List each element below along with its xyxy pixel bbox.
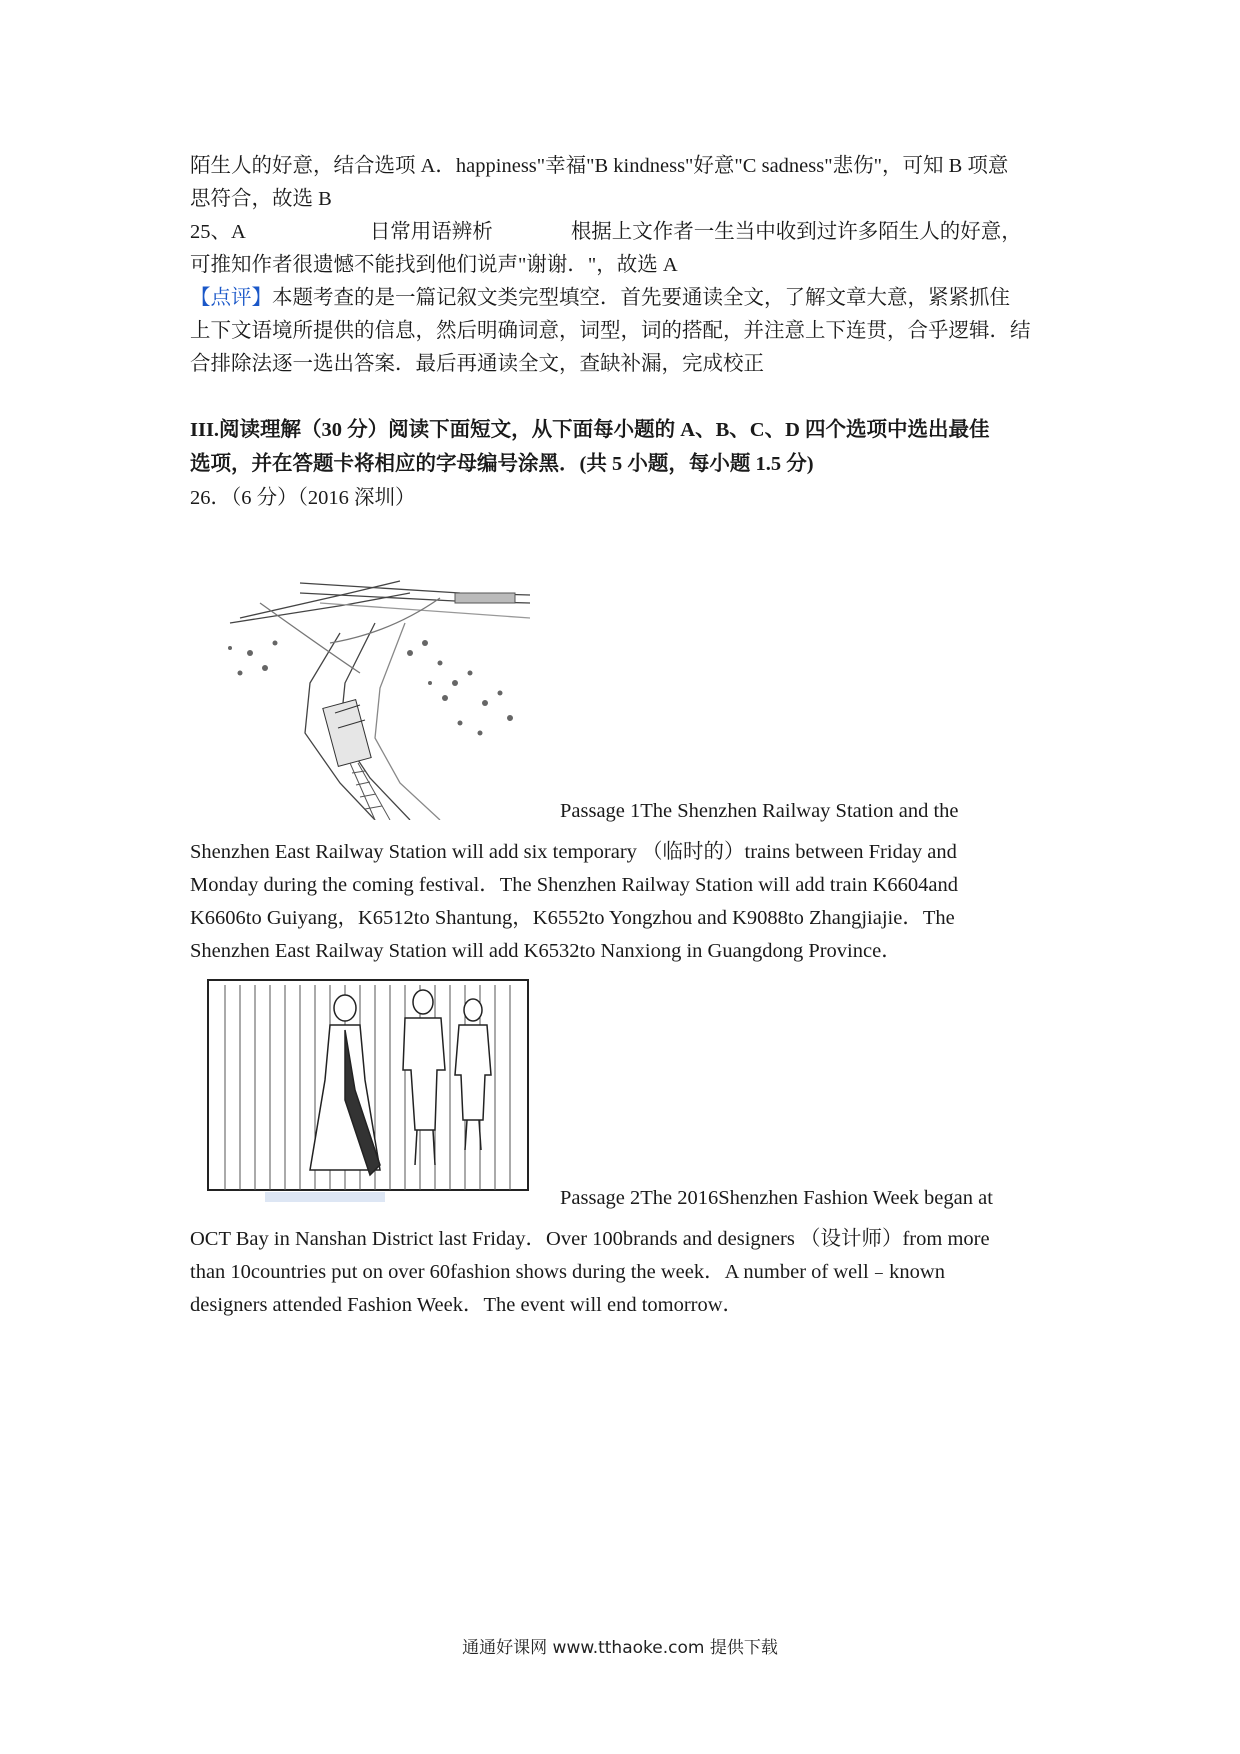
- comment-text1: 本题考查的是一篇记叙文类完型填空．首先要通读全文，了解文章大意，紧紧抓住: [272, 287, 1010, 309]
- q25-explanation: [190, 216, 1060, 282]
- passage2-line1: OCT Bay in Nanshan District last Friday．Over 100brands and designers （设计师）from more: [190, 1228, 990, 1250]
- footer-watermark: 通通好课网 www.tthaoke.com 提供下载: [462, 1638, 778, 1658]
- railway-sketch-image: [200, 523, 540, 820]
- passage1-body: [190, 836, 1060, 968]
- passage2-body: [190, 1223, 1060, 1322]
- passage2-line3: designers attended Fashion Week．The event will end tomorrow．: [190, 1294, 744, 1316]
- q24-explanation: [190, 150, 1060, 216]
- q25-first-line: [190, 216, 1060, 249]
- comment-text3: 合排除法逐一选出答案．最后再通读全文，查缺补漏，完成校正: [190, 353, 764, 375]
- passage2-line2: than 10countries put on over 60fashion shows during the week．A number of well﹣known: [190, 1261, 945, 1283]
- passage1-line3: K6606to Guiyang，K6512to Shantung，K6552to Yongzhou and K9088to Zhangjiajie．The: [190, 907, 955, 929]
- passage1-line4: Shenzhen East Railway Station will add K6532to Nanxiong in Guangdong Province．: [190, 940, 902, 962]
- comment-block: [190, 282, 1060, 381]
- passage1-caption: Passage 1The Shenzhen Railway Station and the: [560, 800, 959, 822]
- passage2-caption: Passage 2The 2016Shenzhen Fashion Week began at: [560, 1187, 993, 1209]
- q25-type: 日常用语辨析: [369, 221, 493, 243]
- fashion-show-sketch-image: [205, 970, 535, 1205]
- q24-line2: 思符合，故选 B: [190, 188, 332, 210]
- q25-answer: 25、A: [190, 221, 246, 243]
- section-line2: 选项，并在答题卡将相应的字母编号涂黑．(共 5 小题，每小题 1.5 分): [190, 453, 814, 475]
- comment-text2: 上下文语境所提供的信息，然后明确词意，词型，词的搭配，并注意上下连贯，合乎逻辑．结: [190, 320, 1031, 342]
- comment-tag: 【点评】: [190, 287, 272, 309]
- q26-header: 26．（6 分）（2016 深圳）: [190, 487, 416, 509]
- section-heading: [190, 413, 1060, 481]
- q24-line1: 陌生人的好意，结合选项 A．happiness"幸福"B kindness"好意"C sadness"悲伤"，可知 B 项意: [190, 155, 1009, 177]
- passage1-line1: Shenzhen East Railway Station will add six temporary （临时的）trains between Friday and: [190, 841, 957, 863]
- q25-line2: 可推知作者很遗憾不能找到他们说声"谢谢．"，故选 A: [190, 254, 678, 276]
- passage1-line2: Monday during the coming festival．The Shenzhen Railway Station will add train K6604and: [190, 874, 959, 896]
- section-line1: III.阅读理解（30 分）阅读下面短文，从下面每小题的 A、B、C、D 四个选项中选出最佳: [190, 419, 990, 441]
- q25-line1: 根据上文作者一生当中收到过许多陌生人的好意，: [570, 221, 1022, 243]
